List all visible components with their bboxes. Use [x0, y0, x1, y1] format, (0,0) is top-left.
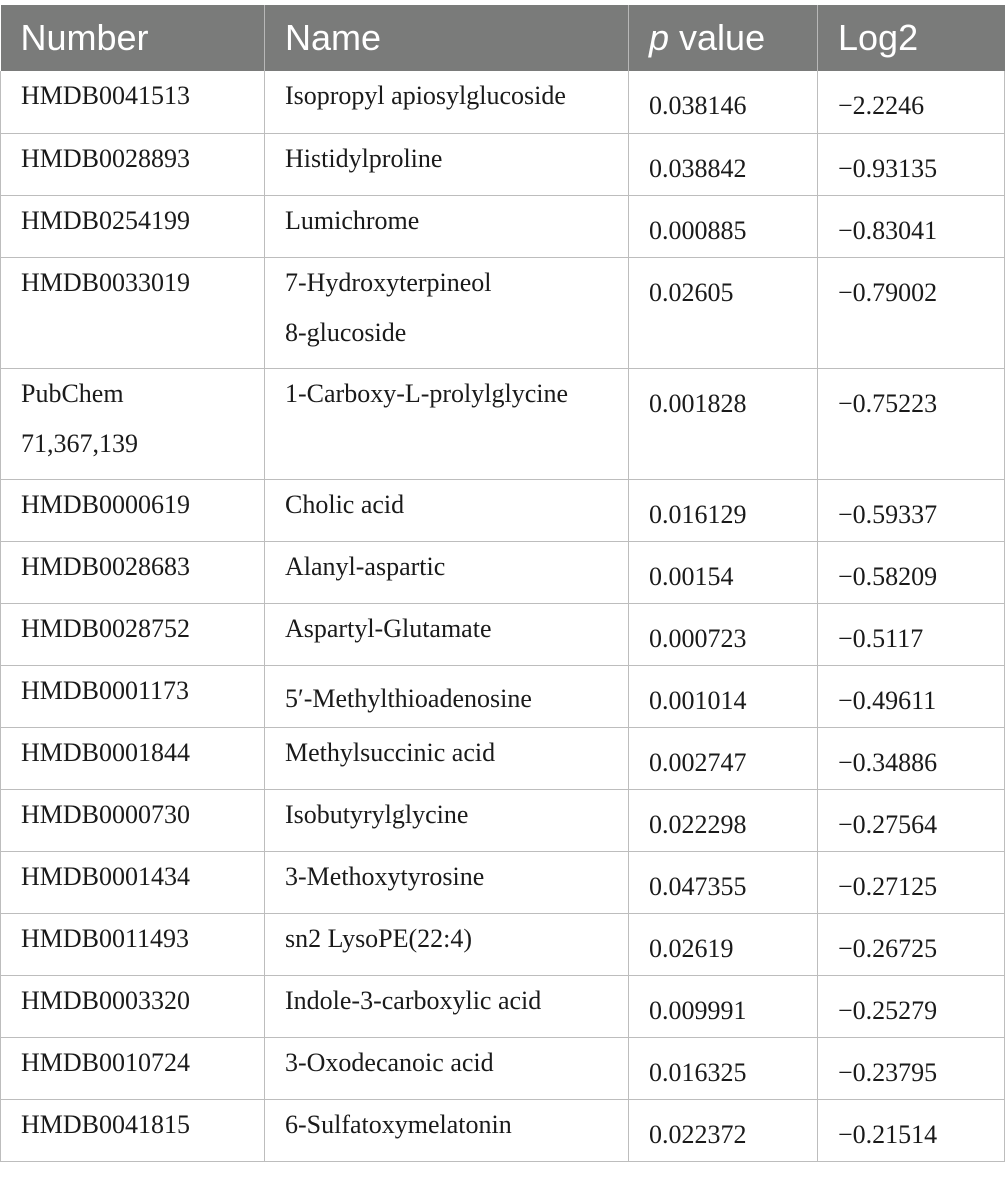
- cell-log2: −0.27125: [818, 851, 1005, 913]
- cell-log2: −0.75223: [818, 368, 1005, 479]
- cell-name-line: 5′-Methylthioadenosine: [285, 683, 532, 713]
- table-row: [1, 851, 1005, 913]
- cell-log2: −0.25279: [818, 975, 1005, 1037]
- cell-number-line: HMDB0001844: [21, 737, 191, 767]
- cell-number: [1, 541, 265, 603]
- cell-number: [1, 603, 265, 665]
- cell-number: [1, 133, 265, 195]
- cell-number-line: HMDB0011493: [21, 923, 190, 953]
- cell-number-line: HMDB0028683: [21, 551, 191, 581]
- cell-name: [265, 603, 629, 665]
- cell-p-value: 0.000723: [629, 603, 818, 665]
- cell-number-line: HMDB0033019: [21, 267, 191, 297]
- cell-p-value: 0.009991: [629, 975, 818, 1037]
- cell-number: [1, 665, 265, 727]
- cell-log2: −0.5117: [818, 603, 1005, 665]
- cell-name: [265, 257, 629, 368]
- cell-log2: −0.23795: [818, 1037, 1005, 1099]
- cell-log2: −2.2246: [818, 71, 1005, 133]
- cell-log2: −0.34886: [818, 727, 1005, 789]
- cell-number-line: HMDB0028893: [21, 143, 191, 173]
- cell-p-value: 0.038842: [629, 133, 818, 195]
- table-row: [1, 1099, 1005, 1161]
- cell-name-line: Cholic acid: [285, 489, 405, 519]
- cell-name: [265, 479, 629, 541]
- cell-number-line: HMDB0254199: [21, 205, 191, 235]
- table-row: [1, 257, 1005, 368]
- cell-name: [265, 71, 629, 133]
- cell-log2: −0.83041: [818, 195, 1005, 257]
- cell-number-line: HMDB0001173: [21, 675, 190, 705]
- cell-log2: −0.79002: [818, 257, 1005, 368]
- cell-number-line: HMDB0000730: [21, 799, 191, 829]
- table-row: [1, 975, 1005, 1037]
- table-row: [1, 603, 1005, 665]
- cell-p-value: 0.001014: [629, 665, 818, 727]
- cell-name-line: Isopropyl apiosylglucoside: [285, 81, 566, 110]
- cell-name: [265, 727, 629, 789]
- header-p-value: [629, 5, 818, 71]
- header-row: [1, 5, 1005, 71]
- cell-number-line: HMDB0041815: [21, 1109, 191, 1139]
- cell-number: [1, 257, 265, 368]
- cell-name: [265, 133, 629, 195]
- cell-p-value: 0.016129: [629, 479, 818, 541]
- cell-name: [265, 368, 629, 479]
- cell-number-line: HMDB0000619: [21, 489, 191, 519]
- cell-name: [265, 665, 629, 727]
- cell-name: [265, 1037, 629, 1099]
- cell-name-line: Aspartyl-Glutamate: [285, 613, 492, 643]
- cell-name: [265, 975, 629, 1037]
- cell-number: [1, 479, 265, 541]
- cell-name-line: 6-Sulfatoxymelatonin: [285, 1109, 512, 1139]
- cell-p-value: 0.022372: [629, 1099, 818, 1161]
- cell-number: [1, 368, 265, 479]
- cell-name: [265, 851, 629, 913]
- cell-p-value: 0.000885: [629, 195, 818, 257]
- cell-number-line: HMDB0001434: [21, 861, 191, 891]
- cell-name: [265, 541, 629, 603]
- cell-p-value: 0.002747: [629, 727, 818, 789]
- cell-number: [1, 71, 265, 133]
- cell-name-line: 7-Hydroxyterpineol: [285, 267, 492, 297]
- table-row: [1, 665, 1005, 727]
- cell-name-line: Isobutyrylglycine: [285, 799, 469, 829]
- cell-number-line: HMDB0041513: [21, 81, 191, 110]
- cell-p-value: 0.02619: [629, 913, 818, 975]
- cell-log2: −0.26725: [818, 913, 1005, 975]
- header-number: Number: [1, 5, 265, 71]
- cell-number: [1, 851, 265, 913]
- cell-number: [1, 195, 265, 257]
- cell-number-line: HMDB0028752: [21, 613, 191, 643]
- cell-name-line: 3-Methoxytyrosine: [285, 861, 485, 891]
- cell-name-line: Alanyl-aspartic: [285, 551, 446, 581]
- cell-p-value: 0.02605: [629, 257, 818, 368]
- cell-name-line: 1-Carboxy-L-prolylglycine: [285, 378, 569, 408]
- cell-number: [1, 1099, 265, 1161]
- cell-name-line: Indole-3-carboxylic acid: [285, 985, 542, 1015]
- cell-number: [1, 975, 265, 1037]
- cell-name: [265, 789, 629, 851]
- cell-name: [265, 913, 629, 975]
- table-row: [1, 913, 1005, 975]
- table-body: [1, 71, 1005, 1161]
- table-row: [1, 368, 1005, 479]
- table-row: [1, 541, 1005, 603]
- table-row: [1, 479, 1005, 541]
- header-log2: Log2: [818, 5, 1005, 71]
- cell-p-value: 0.00154: [629, 541, 818, 603]
- header-name: Name: [265, 5, 629, 71]
- cell-number-line: HMDB0003320: [21, 985, 191, 1015]
- cell-number: [1, 1037, 265, 1099]
- table-row: [1, 195, 1005, 257]
- cell-log2: −0.49611: [818, 665, 1005, 727]
- table-row: [1, 71, 1005, 133]
- cell-name-line: Lumichrome: [285, 205, 420, 235]
- cell-log2: −0.21514: [818, 1099, 1005, 1161]
- cell-p-value: 0.038146: [629, 71, 818, 133]
- cell-number: [1, 727, 265, 789]
- cell-number-line: 71,367,139: [21, 428, 138, 458]
- cell-name-line: 8-glucoside: [285, 317, 407, 347]
- metabolite-table: [0, 5, 1005, 1162]
- table-row: [1, 789, 1005, 851]
- cell-log2: −0.58209: [818, 541, 1005, 603]
- header-p-italic: p: [649, 17, 670, 58]
- cell-name-line: 3-Oxodecanoic acid: [285, 1047, 494, 1077]
- table-row: [1, 133, 1005, 195]
- cell-name-line: sn2 LysoPE(22:4): [285, 923, 473, 953]
- metabolite-table-container: [0, 5, 1004, 1162]
- cell-p-value: 0.016325: [629, 1037, 818, 1099]
- cell-number-line: PubChem: [21, 378, 124, 408]
- table-row: [1, 727, 1005, 789]
- cell-p-value: 0.047355: [629, 851, 818, 913]
- cell-name: [265, 1099, 629, 1161]
- cell-name-line: Histidylproline: [285, 143, 443, 173]
- cell-log2: −0.27564: [818, 789, 1005, 851]
- cell-p-value: 0.001828: [629, 368, 818, 479]
- header-p-rest: value: [669, 17, 766, 58]
- cell-number-line: HMDB0010724: [21, 1047, 191, 1077]
- cell-name: [265, 195, 629, 257]
- cell-p-value: 0.022298: [629, 789, 818, 851]
- cell-number: [1, 913, 265, 975]
- cell-log2: −0.93135: [818, 133, 1005, 195]
- cell-log2: −0.59337: [818, 479, 1005, 541]
- cell-number: [1, 789, 265, 851]
- table-row: [1, 1037, 1005, 1099]
- cell-name-line: Methylsuccinic acid: [285, 737, 496, 767]
